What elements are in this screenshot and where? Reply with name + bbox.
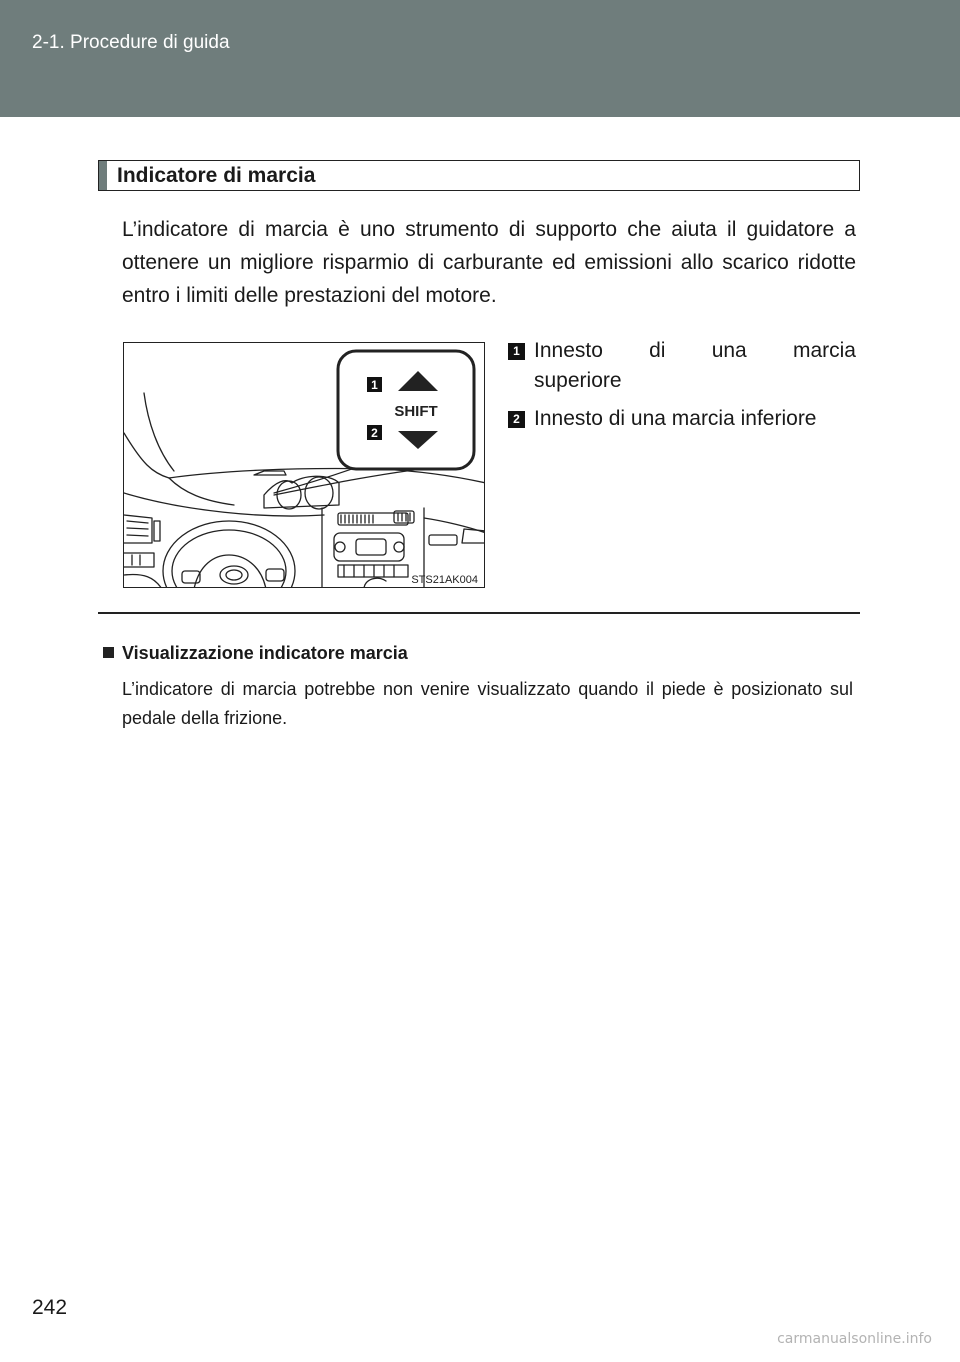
section-title: Indicatore di marcia: [117, 164, 316, 187]
section-heading: [98, 160, 860, 191]
callout-badge-2-label: 2: [371, 426, 378, 440]
legend-text-line: Innesto di una marcia inferiore: [534, 407, 817, 430]
watermark: carmanualsonline.info: [777, 1331, 932, 1347]
legend-text-line: superiore: [534, 369, 622, 392]
bullet-square-icon: [103, 647, 114, 658]
intro-paragraph: L’indicatore di marcia è uno strumento di supporto che aiuta il guidatore a ottenere un migliore risparmio di carburante ed emissioni allo scarico ridotte entro i limiti delle prestazioni del motore.: [122, 218, 856, 307]
legend-item-2: [508, 404, 856, 434]
breadcrumb: 2-1. Procedure di guida: [32, 32, 230, 53]
shift-label: SHIFT: [394, 403, 438, 420]
figure-code: STS21AK004: [411, 574, 478, 586]
page-header: [0, 0, 960, 117]
dash-top-line: [169, 468, 485, 483]
note-heading: [103, 643, 408, 664]
legend-number-badge: 1: [508, 343, 525, 360]
note-title: Visualizzazione indicatore marcia: [122, 643, 408, 663]
page-number: 242: [32, 1296, 68, 1319]
legend-item-1: [508, 336, 856, 396]
section-heading-accent: [99, 161, 107, 190]
callout-badge-1-label: 1: [371, 378, 378, 392]
section-divider: [98, 612, 860, 614]
figure-legend: [508, 336, 856, 434]
dashboard-drawing: [124, 343, 485, 588]
legend-number-badge: 2: [508, 411, 525, 428]
note-body: L’indicatore di marcia potrebbe non venire visualizzato quando il piede è posizionato sul pedale della frizione.: [122, 679, 853, 728]
legend-text-line: Innesto di una marcia: [534, 339, 856, 362]
a-pillar-line: [124, 433, 169, 478]
dashboard-illustration: [123, 342, 485, 588]
